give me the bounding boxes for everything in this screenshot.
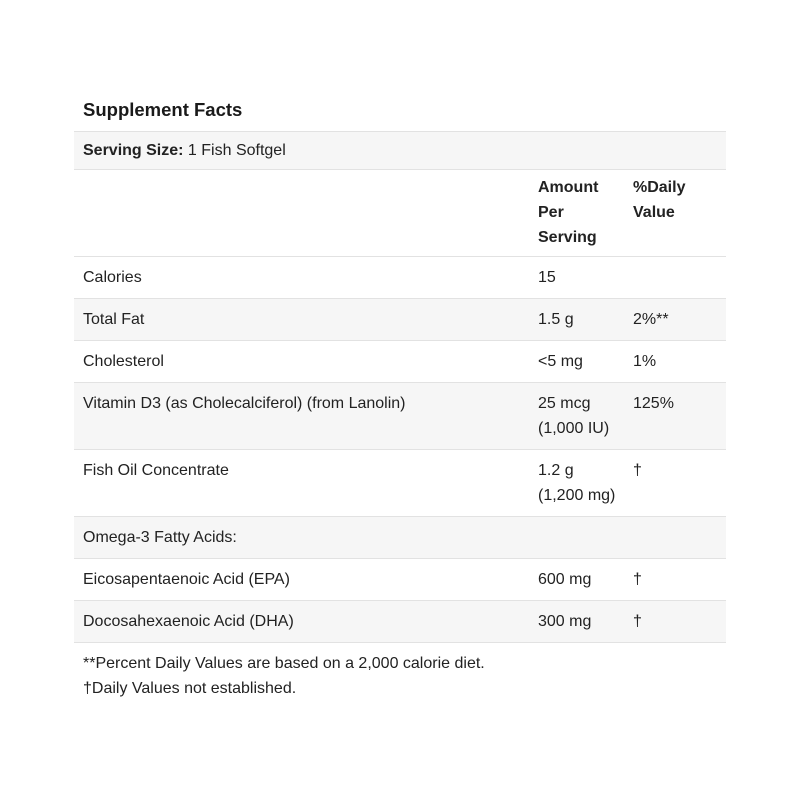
nutrient-amount: 300 mg bbox=[530, 601, 627, 643]
table-row bbox=[74, 299, 726, 341]
header-daily-value: %Daily Value bbox=[627, 170, 726, 257]
table-row bbox=[74, 257, 726, 299]
header-name bbox=[74, 170, 530, 257]
supplement-facts-panel bbox=[74, 91, 726, 701]
table-row bbox=[74, 450, 726, 517]
nutrient-amount: <5 mg bbox=[530, 341, 627, 383]
nutrient-name: Omega-3 Fatty Acids: bbox=[74, 517, 530, 559]
serving-size-value: 1 Fish Softgel bbox=[183, 142, 286, 159]
nutrient-amount: 25 mcg (1,000 IU) bbox=[530, 383, 627, 450]
nutrient-amount: 600 mg bbox=[530, 559, 627, 601]
nutrient-name: Fish Oil Concentrate bbox=[74, 450, 530, 517]
footnotes bbox=[74, 643, 726, 701]
nutrient-amount bbox=[530, 517, 627, 559]
nutrient-daily-value bbox=[627, 257, 726, 299]
nutrient-name: Vitamin D3 (as Cholecalciferol) (from Lanolin) bbox=[74, 383, 530, 450]
serving-size bbox=[74, 132, 726, 170]
table-row bbox=[74, 517, 726, 559]
nutrient-daily-value: 125% bbox=[627, 383, 726, 450]
nutrient-daily-value bbox=[627, 517, 726, 559]
nutrient-name: Cholesterol bbox=[74, 341, 530, 383]
table-row bbox=[74, 341, 726, 383]
footnote-dv-not-established: †Daily Values not established. bbox=[83, 680, 297, 697]
footnote-percent-dv: **Percent Daily Values are based on a 2,000 calorie diet. bbox=[83, 655, 485, 672]
nutrient-name: Docosahexaenoic Acid (DHA) bbox=[74, 601, 530, 643]
nutrient-daily-value: 2%** bbox=[627, 299, 726, 341]
table-row bbox=[74, 383, 726, 450]
nutrient-daily-value: † bbox=[627, 450, 726, 517]
table-row bbox=[74, 601, 726, 643]
table-row bbox=[74, 559, 726, 601]
header-amount: Amount Per Serving bbox=[530, 170, 627, 257]
header-row bbox=[74, 170, 726, 257]
nutrient-amount: 15 bbox=[530, 257, 627, 299]
facts-table bbox=[74, 170, 726, 643]
nutrient-name: Calories bbox=[74, 257, 530, 299]
nutrient-amount: 1.2 g (1,200 mg) bbox=[530, 450, 627, 517]
nutrient-daily-value: † bbox=[627, 559, 726, 601]
nutrient-amount: 1.5 g bbox=[530, 299, 627, 341]
serving-size-label: Serving Size: bbox=[83, 142, 184, 159]
panel-title: Supplement Facts bbox=[74, 91, 726, 132]
nutrient-name: Total Fat bbox=[74, 299, 530, 341]
nutrient-name: Eicosapentaenoic Acid (EPA) bbox=[74, 559, 530, 601]
nutrient-daily-value: 1% bbox=[627, 341, 726, 383]
nutrient-daily-value: † bbox=[627, 601, 726, 643]
